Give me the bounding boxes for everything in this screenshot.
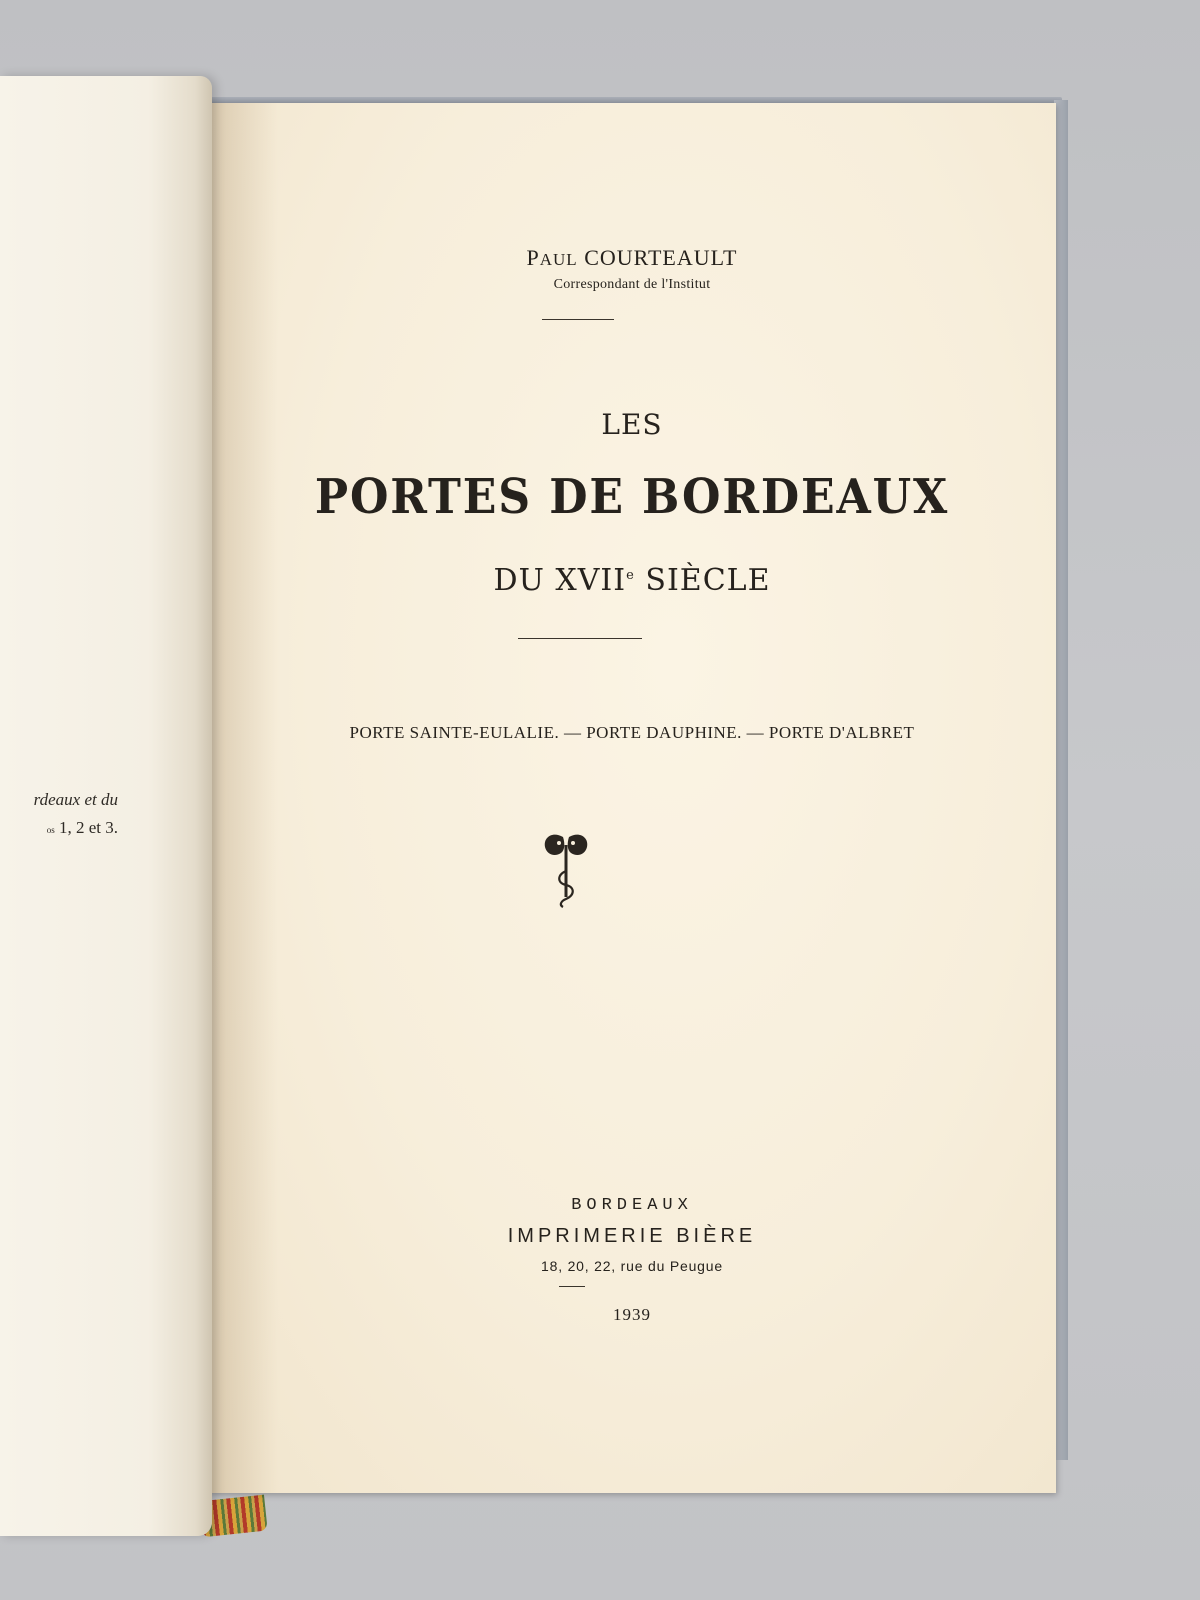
- publisher-address: 18, 20, 22, rue du Peugue: [541, 1258, 723, 1274]
- title-main: PORTES DE BORDEAUX: [314, 469, 950, 525]
- left-page-text: [34, 786, 118, 844]
- subtitle-superscript: e: [626, 568, 635, 583]
- publication-year: 1939: [613, 1305, 651, 1324]
- fleuron-ornament-icon: [541, 831, 591, 911]
- author-affiliation: Correspondant de l'Institut: [553, 277, 711, 292]
- left-page-line-1: rdeaux et du: [33, 790, 118, 809]
- divider-rule-middle: [518, 638, 642, 639]
- title-les: LES: [601, 408, 663, 441]
- title-page: [208, 103, 1056, 1493]
- gutter-shadow: [208, 103, 278, 1493]
- divider-rule-top: [542, 319, 614, 320]
- publisher-city: BORDEAUX: [571, 1196, 693, 1215]
- left-page-line-2: 1, 2 et 3.: [58, 818, 118, 837]
- book-right-edge: [1054, 100, 1068, 1460]
- publisher-name: IMPRIMERIE BIÈRE: [507, 1225, 757, 1247]
- left-page-line-2-prefix: os: [46, 825, 55, 835]
- author-name: [208, 245, 1056, 271]
- title-subtitle: [208, 563, 1056, 598]
- portes-list: PORTE SAINTE-EULALIE. — PORTE DAUPHINE. — PORTE D'ALBRET: [349, 723, 915, 742]
- author-first-name: AUL: [539, 250, 578, 269]
- subtitle-suffix: SIÈCLE: [645, 563, 771, 598]
- author-last-name: COURTEAULT: [584, 245, 738, 270]
- divider-rule-bottom: [559, 1286, 585, 1287]
- subtitle-prefix: DU XVII: [493, 563, 627, 598]
- author-initial: P: [526, 245, 540, 270]
- left-page: [0, 76, 212, 1536]
